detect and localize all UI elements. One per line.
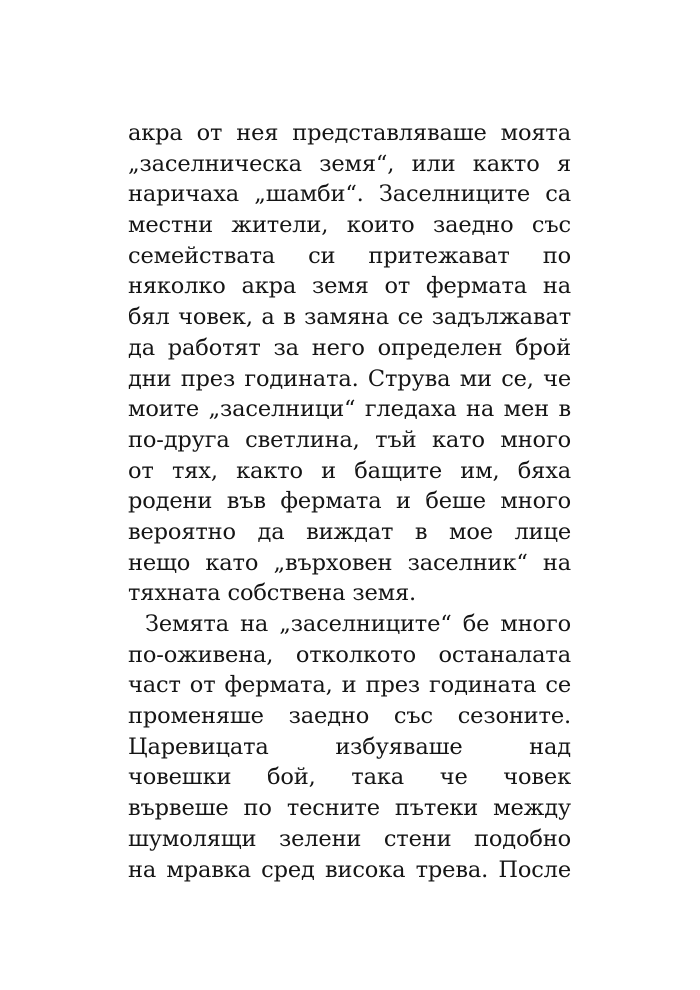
- text-line: дни през годината. Струва ми се, че: [128, 365, 571, 392]
- text-line: няколко акра земя от фермата на: [128, 273, 571, 300]
- text-line: нещо като „върховен заселник“ на: [128, 549, 571, 576]
- text-line: Царевицата избуяваше над: [128, 733, 571, 760]
- text-line: на мравка сред висока трева. После: [128, 856, 571, 883]
- text-line: родени във фермата и беше много: [128, 488, 571, 515]
- text-line: част от фермата, и през годината се: [128, 672, 571, 699]
- text-line: семействата си притежават по: [128, 242, 571, 269]
- text-line: вървеше по тесните пътеки между: [128, 795, 571, 822]
- text-line: местни жители, които заедно със: [128, 212, 571, 239]
- text-line: „заселническа земя“, или както я: [128, 150, 571, 177]
- text-line: човешки бой, така че човек: [128, 764, 571, 791]
- text-line: по-оживена, отколкото останалата: [128, 641, 571, 668]
- text-line: да работят за него определен брой: [128, 334, 571, 361]
- text-line: променяше заедно със сезоните.: [128, 703, 571, 730]
- text-line: наричаха „шамби“. Заселниците са: [128, 181, 571, 208]
- text-line: моите „заселници“ гледаха на мен в: [128, 396, 571, 423]
- text-line: бял човек, а в замяна се задължават: [128, 304, 571, 331]
- text-line: от тях, както и бащите им, бяха: [128, 457, 571, 484]
- text-line: вероятно да виждат в мое лице: [128, 518, 571, 545]
- text-line: по-друга светлина, тъй като много: [128, 426, 571, 453]
- book-page: [128, 118, 571, 885]
- text-line: акра от нея представляваше моята: [128, 120, 571, 146]
- text-line: шумолящи зелени стени подобно: [128, 825, 571, 852]
- paragraph-start-line: Земята на „заселниците“ бе много: [145, 611, 571, 637]
- paragraph-end-line: тяхната собствена земя.: [128, 580, 417, 607]
